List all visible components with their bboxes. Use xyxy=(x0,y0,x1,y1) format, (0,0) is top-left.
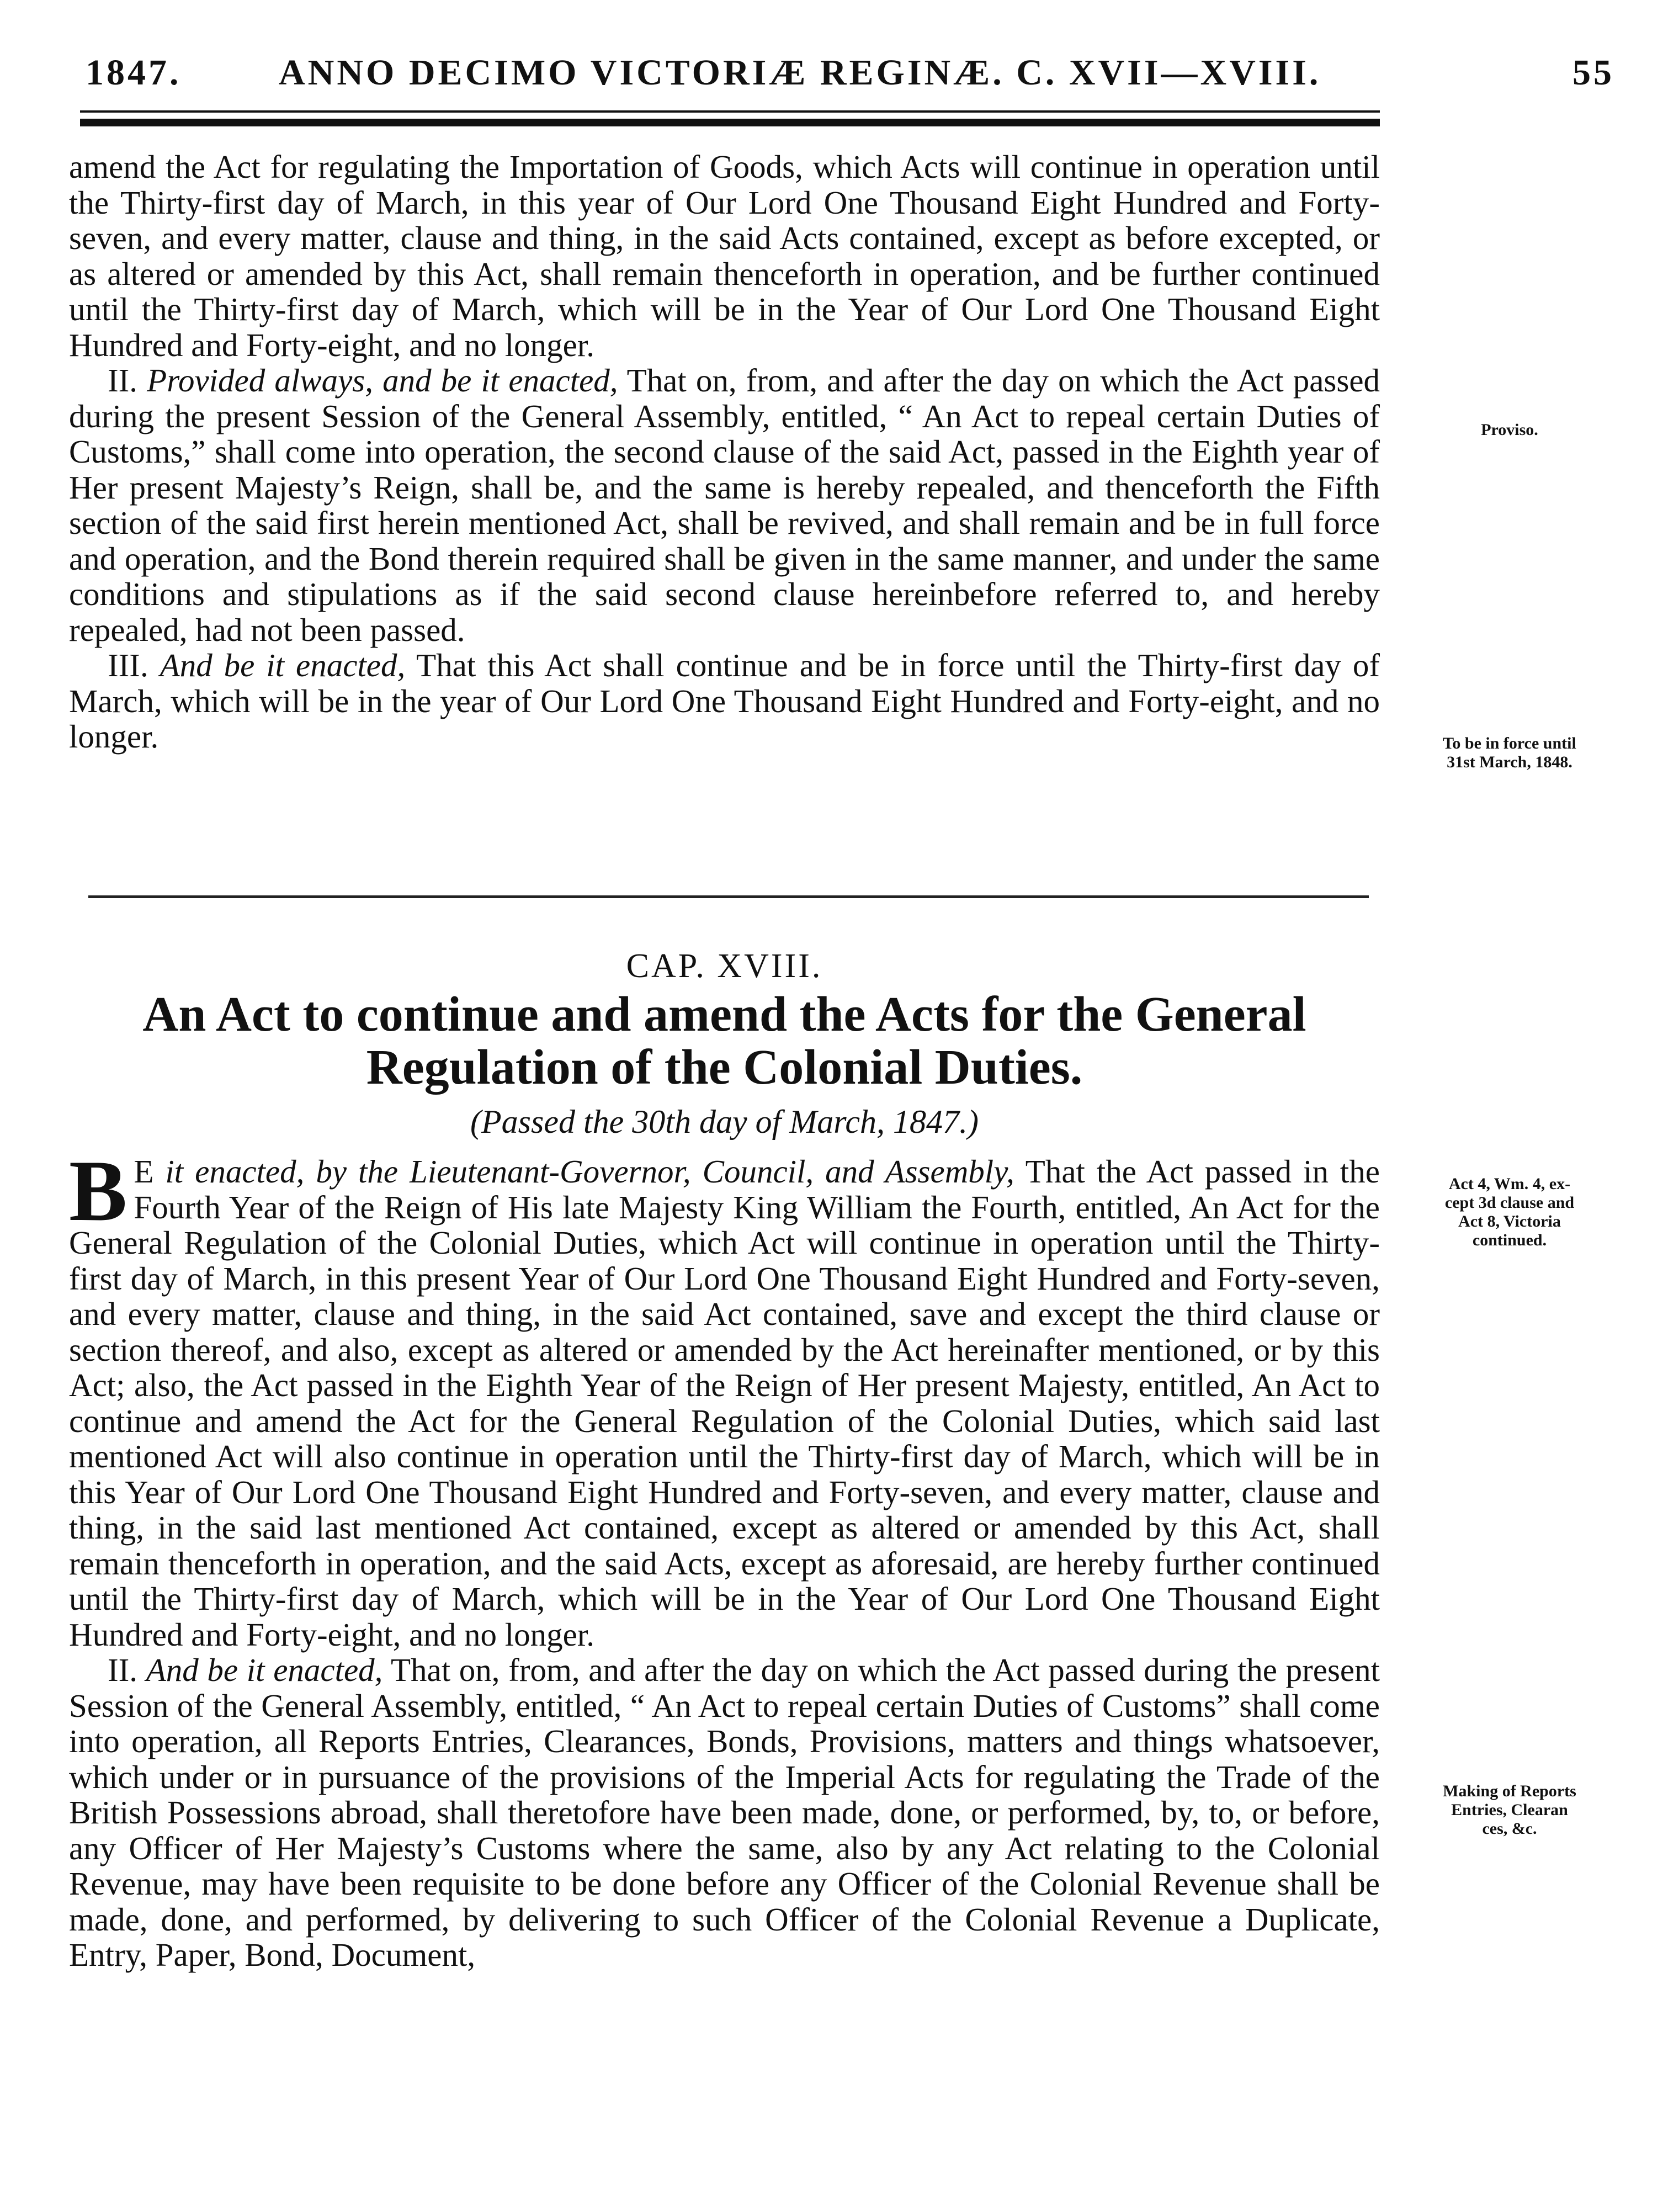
margin-note-proviso: Proviso. xyxy=(1481,421,1538,439)
first-letter: E xyxy=(134,1153,154,1190)
chapter-18-section-2 xyxy=(69,1652,1380,1973)
section-number: II. xyxy=(108,1652,138,1688)
chapter-17-section-3 xyxy=(69,648,1380,755)
header-year: 1847. xyxy=(86,52,182,93)
chapter-18-section-1 xyxy=(69,1143,1380,1653)
section-text: That the Act passed in the Fourth Year of the Reign of His late Majesty King William the Fourth, entitled, An Act for the General Regulation of the Colonial Duties, which Act will continue in operation until the Thirty-first day of March, in this present Year of Our Lord One Thousand Eight Hundred and Forty-seven, and every matter, clause and thing, in the said Act contained, save and except the third clause or section thereof, and also, except as altered or amended by the Act hereinafter mentioned, or by this Act; also, the Act passed in the Eighth Year of the Reign of Her present Majesty, entitled, An Act to continue and amend the Act for the General Regulation of the Colonial Duties, which said last mentioned Act will also continue in operation until the Thirty-first day of March, which will be in this Year of Our Lord One Thousand Eight Hundred and Forty-seven, and every matter, clause and thing, in the said last mentioned Act contained, except as altered or amended by this Act, shall remain thenceforth in operation, and the said Acts, except as aforesaid, are hereby further continued until the Thirty-first day of March, which will be in the Year of Our Lord One Thousand Eight Hundred and Forty-eight, and no longer. xyxy=(69,1153,1380,1653)
header-title: ANNO DECIMO VICTORIÆ REGINÆ. C. XVII—XVIII. xyxy=(279,52,1321,93)
section-separator xyxy=(88,895,1369,898)
section-enacting-phrase: And be it enacted, xyxy=(160,647,406,683)
chapter-17-continuation: amend the Act for regulating the Importation of Goods, which Acts will continue in operation until the Thirty-first day of March, in this year of Our Lord One Thousand Eight Hundred and Forty-seven, and every matter, clause and thing, in the said Acts contained, except as before excepted, or as altered or amended by this Act, shall remain thenceforth in operation, and be further continued until the Thirty-first day of March, which will be in the Year of Our Lord One Thousand Eight Hundred and Forty-eight, and no longer. xyxy=(69,148,1380,363)
section-number: II. xyxy=(108,362,138,399)
section-enacting-phrase: And be it enacted, xyxy=(146,1652,383,1688)
act-title: An Act to continue and amend the Acts for the General Regulation of the Colonial Duties. xyxy=(142,987,1306,1095)
page-number: 55 xyxy=(1572,52,1614,93)
section-text: That on, from, and after the day on which the Act passed during the present Session of the General Assembly, entitled, “ An Act to repeal certain Duties of Customs” shall come into operation, all Reports Entries, Clearances, Bonds, Provisions, matters and things whatsoever, which under or in pursuance of the provisions of the Imperial Acts for regulating the Trade of the British Possessions abroad, shall theretofore have been made, done, or performed, by, to, or before, any Officer of Her Majesty’s Customs where the same, also by any Act relating to the Colonial Revenue, may have been requisite to be done before any Officer of the Colonial Revenue shall be made, done, and performed, by delivering to such Officer of the Colonial Revenue a Duplicate, Entry, Paper, Bond, Document, xyxy=(69,1652,1380,1973)
passed-date: (Passed the 30th day of March, 1847.) xyxy=(470,1104,979,1140)
chapter-number: CAP. XVIII. xyxy=(626,947,823,985)
section-number: III. xyxy=(108,647,148,683)
header-rule-thick xyxy=(80,119,1380,126)
margin-note-in-force: To be in force until 31st March, 1848. xyxy=(1443,734,1576,771)
section-text: That this Act shall continue and be in force until the Thirty-first day of March, which will be in the year of Our Lord One Thousand Eight Hundred and Forty-eight, and no longer. xyxy=(69,647,1380,755)
margin-note-act-4: Act 4, Wm. 4, ex- cept 3d clause and Act 8, Victoria continued. xyxy=(1444,1175,1575,1249)
chapter-17-section-2 xyxy=(69,363,1380,648)
section-text: That on, from, and after the day on which the Act passed during the present Session of the General Assembly, entitled, “ An Act to repeal certain Duties of Customs,” shall come into operation, the second clause of the said Act, passed in the Eighth year of Her present Majesty’s Reign, shall be, and the same is hereby repealed, and thenceforth the Fifth section of the said first herein mentioned Act, shall be revived, and shall remain and be in full force and operation, and the Bond therein required shall be given in the same manner, and under the same conditions and stipulations as if the said second clause hereinbefore referred to, and hereby repealed, had not been passed. xyxy=(69,362,1380,648)
section-enacting-phrase: Provided always, and be it enacted, xyxy=(147,362,618,399)
chapter-18-text xyxy=(69,1143,1380,1973)
header-rule-thin xyxy=(80,110,1380,113)
margin-note-reports: Making of Reports Entries, Clearan ces, &c. xyxy=(1443,1782,1576,1838)
drop-cap: B xyxy=(69,1143,127,1239)
chapter-17-text xyxy=(69,149,1380,755)
running-header xyxy=(75,40,1614,95)
enacting-clause: it enacted, by the Lieutenant-Governor, Council, and Assembly, xyxy=(165,1153,1014,1190)
